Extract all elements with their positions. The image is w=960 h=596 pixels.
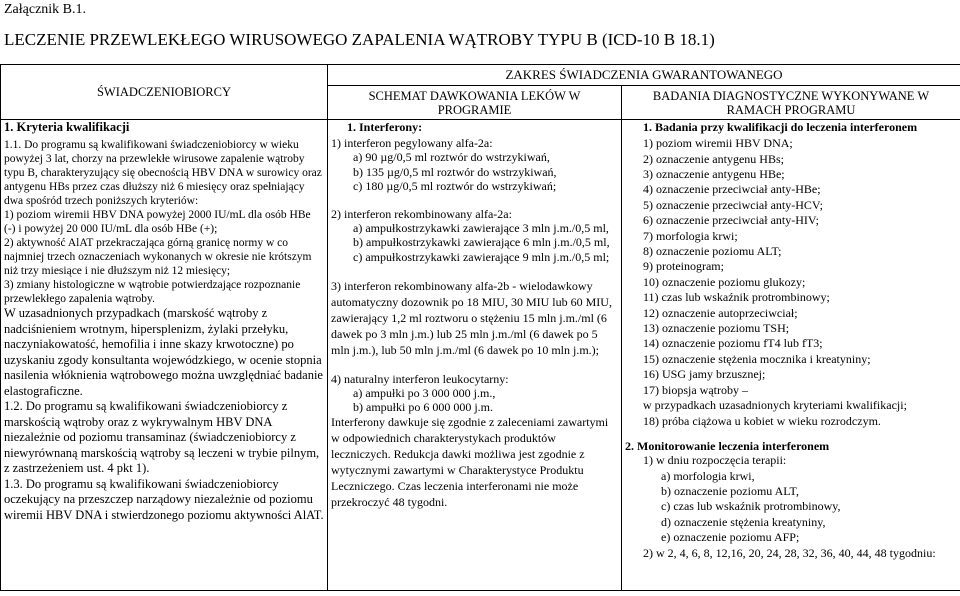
diagnostics-item: 14) oznaczenie poziomu fT4 lub fT3; [643,336,823,351]
dosing-i1c: c) 180 µg/0,5 ml roztwór do wstrzykiwań; [353,178,557,193]
diagnostics-item: 13) oznaczenie poziomu TSH; [643,321,790,336]
header-dosing: SCHEMAT DAWKOWANIA LEKÓW W PROGRAMIE [328,86,622,120]
header-providers: ŚWIADCZENIOBIORCY [1,65,328,120]
dosing-i4b: b) ampułki po 6 000 000 j.m. [353,400,493,415]
monitoring-item: e) oznaczenie poziomu AFP; [661,530,800,545]
eligibility-p7: 1.3. Do programu są kwalifikowani świadczeniobiorcy oczekujący na przeszczep narządowy niezależnie od poziomu wiremii HBV DNA i stwierdzonego poziomu aktywności AlAT. [4,476,324,522]
column-dosing [328,120,622,591]
eligibility-heading: 1. Kryteria kwalifikacji [4,120,130,134]
diagnostics-item: 12) oznaczenie autoprzeciwciał; [643,305,798,320]
diagnostics-item: w przypadkach uzasadnionych kryteriami kwalifikacji; [643,398,907,413]
diagnostics-item: 4) oznaczenie przeciwciał anty-HBe; [643,182,821,197]
diagnostics-item: 9) proteinogram; [643,259,724,274]
header-diagnostics: BADANIA DIAGNOSTYCZNE WYKONYWANE W RAMACH PROGRAMU [622,86,960,120]
diagnostics-item: 6) oznaczenie przeciwciał anty-HIV; [643,213,820,228]
eligibility-p3: 2) aktywność AlAT przekraczająca górną granicę normy w co najmniej trzech oznaczeniach wykonanych w okresie nie krótszym niż trzy miesiące i nie dłuższym niż 12 miesięcy; [4,237,312,277]
dosing-i3: 3) interferon rekombinowany alfa-2b - wielodawkowy automatyczny dozownik po 18 MIU, 30 MIU lub 60 MIU, zawierający 1,2 ml roztworu o stężeniu 15 mln j.m./ml (6 dawek po 3 mln j.m.) lub 25 mln j.m./ml (6 dawek po 5 mln j.m.), lub 50 mln j.m./ml (6 dawek po 10 mln j.m.); [331,278,612,357]
monitoring-heading: 2. Monitorowanie leczenia interferonem [625,438,830,453]
diagnostics-item: 2) oznaczenie antygenu HBs; [643,151,784,166]
eligibility-p5: W uzasadnionych przypadkach (marskość wątroby z nadciśnieniem wrotnym, hipersplenizm, żylaki przełyku, naczyniakowatość, hemofilia i inne skazy krwotoczne) po uzyskaniu zgody konsultanta wojewódzkiego, w ocenie stopnia nasilenia włóknienia wątrobowego można uwzględniać badanie elastograficzne. [4,306,323,398]
diagnostics-item: 7) morfologia krwi; [643,228,738,243]
column-eligibility [1,120,328,591]
dosing-i2c: c) ampułkostrzykawki zawierające 9 mln j.m./0,5 ml; [353,249,610,264]
monitoring-sub1: 1) w dniu rozpoczęcia terapii: [643,453,787,468]
dosing-i4: 4) naturalny interferon leukocytarny: [331,371,509,386]
diagnostics-item: 11) czas lub wskaźnik protrombinowy; [643,290,830,305]
diagnostics-item: 10) oznaczenie poziomu glukozy; [643,274,806,289]
dosing-i2a: a) ampułkostrzykawki zawierające 3 mln j.m./0,5 ml, [353,221,609,236]
dosing-i4a: a) ampułki po 3 000 000 j.m., [353,386,496,401]
diagnostics-heading: 1. Badania przy kwalifikacji do leczenia interferonem [643,120,918,134]
program-table [0,64,960,591]
monitoring-sub2: 2) w 2, 4, 6, 8, 12,16, 20, 24, 28, 32, 36, 40, 44, 48 tygodniu: [643,545,936,560]
dosing-i1b: b) 135 µg/0,5 ml roztwór do wstrzykiwań, [353,164,557,179]
dosing-i1a: a) 90 µg/0,5 ml roztwór do wstrzykiwań, [353,150,550,165]
eligibility-p2: 1) poziom wiremii HBV DNA powyżej 2000 IU/mL dla osób HBe (-) i powyżej 20 000 IU/mL dla osób HBe (+); [4,209,311,235]
monitoring-item: b) oznaczenie poziomu ALT, [661,483,799,498]
diagnostics-item: 18) próba ciążowa u kobiet w wieku rozrodczym. [643,413,881,428]
dosing-i2: 2) interferon rekombinowany alfa-2a: [331,207,512,222]
eligibility-p4: 3) zmiany histologiczne w wątrobie potwierdzające rozpoznanie przewlekłego zapalenia wątroby. [4,279,301,305]
diagnostics-item: 15) oznaczenie stężenia mocznika i kreatyniny; [643,351,871,366]
eligibility-p1: 1.1. Do programu są kwalifikowani świadczeniobiorcy w wieku powyżej 3 lat, chorzy na przewlekłe wirusowe zapalenie wątroby typu B, charakteryzujący się obecnością HBV DNA w surowicy oraz antygenu HBs przez czas dłuższy niż 6 miesięcy oraz spełniający dwa spośród trzech poniższych kryteriów: [4,139,322,207]
monitoring-item: a) morfologia krwi, [661,468,755,483]
dosing-i2b: b) ampułkostrzykawki zawierające 6 mln j.m./0,5 ml, [353,235,610,250]
header-scope: ZAKRES ŚWIADCZENIA GWARANTOWANEGO [328,65,960,86]
annex-label: Załącznik B.1. [4,2,87,17]
diagnostics-item: 17) biopsja wątroby – [643,382,748,397]
diagnostics-item: 5) oznaczenie przeciwciał anty-HCV; [643,197,824,212]
diagnostics-item: 16) USG jamy brzusznej; [643,367,766,382]
page-title: LECZENIE PRZEWLEKŁEGO WIRUSOWEGO ZAPALENIA WĄTROBY TYPU B (ICD-10 B 18.1) [4,30,715,49]
eligibility-p6: 1.2. Do programu są kwalifikowani świadczeniobiorcy z marskością wątroby oraz z wykrywalnym HBV DNA niezależnie od poziomu transaminaz (świadczeniobiorcy z niewyrównaną marskością wątroby są leczeni w trybie pilnym, z zastrzeżeniem ust. 4 pkt 1). [4,399,320,475]
dosing-i5: Interferony dawkuje się zgodnie z zaleceniami zawartymi w odpowiednich charakterystykach produktów leczniczych. Redukcja dawki możliwa jest zgodnie z wytycznymi zawartymi w Charakterystyce Produktu Leczniczego. Czas leczenia interferonami nie może przekroczyć 48 tygodni. [331,415,609,510]
diagnostics-list [625,136,957,429]
diagnostics-item: 1) poziom wiremii HBV DNA; [643,136,793,151]
dosing-heading: 1. Interferony: [347,120,423,134]
monitoring-item: c) czas lub wskaźnik protrombinowy, [661,499,841,514]
diagnostics-item: 3) oznaczenie antygenu HBe; [643,167,785,182]
diagnostics-item: 8) oznaczenie poziomu ALT; [643,244,782,259]
column-diagnostics [622,120,960,591]
monitoring-item: d) oznaczenie stężenia kreatyniny, [661,514,826,529]
dosing-i1: 1) interferon pegylowany alfa-2a: [331,136,493,151]
